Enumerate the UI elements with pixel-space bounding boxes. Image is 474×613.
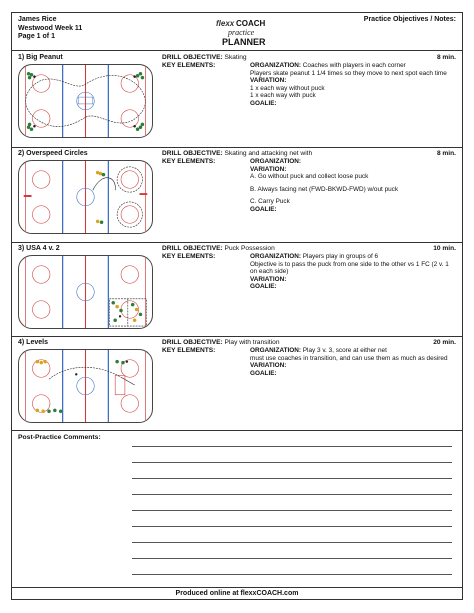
drill-details	[250, 253, 456, 291]
comment-line	[132, 526, 452, 527]
organization-line: must use coaches in transition, and can use them as much as desired	[250, 354, 448, 362]
variation-line: 1 x each way without puck	[250, 84, 325, 92]
organization-label: ORGANIZATION:	[250, 158, 301, 165]
organization-label: ORGANIZATION:	[250, 347, 301, 354]
goalie-label: GOALIE:	[250, 283, 277, 291]
comment-line	[132, 542, 452, 543]
post-practice-label: Post-Practice Comments:	[18, 434, 101, 441]
drill-divider	[12, 430, 462, 431]
key-elements-label: KEY ELEMENTS:	[162, 62, 216, 69]
variation-line: B. Always facing net (FWD-BKWD-FWD) w/out puck	[250, 185, 399, 193]
drill-block-4	[12, 336, 462, 430]
goalie-label: GOALIE:	[250, 205, 277, 213]
organization-text: Play 3 v. 3, score at either net	[302, 347, 387, 354]
coach-name: James Rice	[18, 16, 57, 23]
plan-name: Westwood Week 11	[18, 24, 83, 32]
flexxcoach-logo	[214, 17, 266, 47]
variation-label: VARIATION:	[250, 77, 287, 85]
organization-line: Objective is to pass the puck from one side to the other vs 1 FC (2 v. 1 on each side)	[250, 260, 449, 276]
logo-brand-prefix: flexx	[216, 19, 235, 28]
goalie-label: GOALIE:	[250, 369, 277, 377]
drill-objective: Puck Possession	[224, 245, 275, 252]
drill-objective-label: DRILL OBJECTIVE:	[162, 245, 223, 252]
drill-objective-label: DRILL OBJECTIVE:	[162, 339, 223, 346]
objectives-label: Practice Objectives / Notes:	[363, 16, 456, 23]
comment-line	[132, 510, 452, 511]
drill-title: 4) Levels	[18, 339, 48, 346]
logo-brand-word: COACH	[236, 19, 266, 28]
variation-line: A. Go without puck and collect loose puck	[250, 173, 369, 181]
key-elements-label: KEY ELEMENTS:	[162, 347, 216, 354]
logo-line2: practice	[228, 28, 255, 37]
drill-objective: Skating	[224, 54, 247, 61]
drill-details	[250, 158, 456, 214]
drill-minutes: 8 min.	[436, 54, 456, 61]
drill-objective-label: DRILL OBJECTIVE:	[162, 150, 223, 157]
organization-line: Players skate peanut 1 1/4 times so they move to next spot each time	[250, 69, 447, 77]
rink-diagram-usa-4v2	[18, 255, 153, 329]
comment-line	[132, 462, 452, 463]
drill-minutes: 20 min.	[433, 339, 456, 346]
drill-minutes: 8 min.	[436, 150, 456, 157]
footer-divider	[12, 587, 462, 588]
drill-details	[250, 347, 456, 377]
organization-label: ORGANIZATION:	[250, 62, 301, 69]
drill-title: 2) Overspeed Circles	[18, 150, 88, 157]
variation-label: VARIATION:	[250, 362, 287, 370]
organization-label: ORGANIZATION:	[250, 253, 301, 260]
variation-label: VARIATION:	[250, 165, 287, 173]
drill-minutes: 10 min.	[433, 245, 456, 252]
comment-line	[132, 478, 452, 479]
rink-diagram-big-peanut	[18, 64, 153, 138]
footer-text: Produced online at flexxCOACH.com	[175, 590, 299, 597]
variation-line: 1 x each way with puck	[250, 92, 316, 100]
drill-title: 3) USA 4 v. 2	[18, 245, 60, 252]
header-info	[18, 16, 82, 42]
drill-objective-label: DRILL OBJECTIVE:	[162, 54, 223, 61]
rink-diagram-levels	[18, 349, 153, 423]
drill-objective: Skating and attacking net with	[224, 150, 313, 157]
comment-line	[132, 494, 452, 495]
variation-line: C. Carry Puck	[250, 198, 290, 206]
drill-details	[250, 62, 456, 108]
key-elements-label: KEY ELEMENTS:	[162, 253, 216, 260]
drill-objective: Play with transition	[224, 339, 280, 346]
comment-line	[132, 446, 452, 447]
variation-label: VARIATION:	[250, 275, 287, 283]
drill-block-1	[12, 51, 462, 147]
page-label: Page 1 of 1	[18, 33, 55, 40]
comment-line	[132, 558, 452, 559]
drill-block-3	[12, 242, 462, 336]
practice-plan-page	[11, 12, 463, 600]
logo-line3: PLANNER	[222, 37, 266, 47]
drill-block-2	[12, 147, 462, 242]
rink-diagram-overspeed-circles	[18, 160, 153, 234]
drill-title: 1) Big Peanut	[18, 54, 63, 61]
key-elements-label: KEY ELEMENTS:	[162, 158, 216, 165]
organization-text: Coaches with players in each corner	[302, 62, 406, 69]
organization-text: Players play in groups of 6	[302, 253, 379, 260]
goalie-label: GOALIE:	[250, 99, 277, 107]
comment-line	[132, 574, 452, 575]
